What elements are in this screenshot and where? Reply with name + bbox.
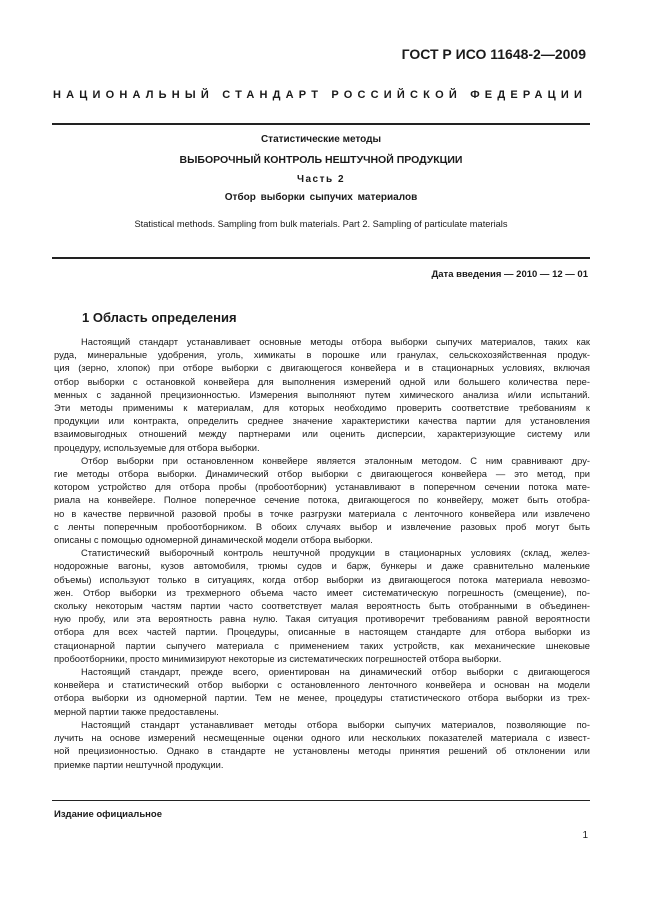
edition-label: Издание официальное — [54, 809, 162, 820]
body-line: ной прецизионностью. Однако в стандарте не установлены методы принятия решений об отклонении или — [54, 746, 590, 757]
body-line: Настоящий стандарт устанавливает методы отбора выборки сыпучих материалов, позволяющие по- — [81, 719, 590, 730]
body-line: лучить на основе измерений несмещенные оценки одного или нескольких показателей материала с извест- — [54, 733, 590, 744]
body-line: с ленты поперечным пробоотборником. В обоих случаях выбор и извлечение разовых проб могут быть — [54, 521, 590, 532]
body-line: отбор выборки с остановкой конвейера для выполнения измерений одной или большего количества пере- — [54, 376, 590, 387]
body-line: Отбор выборки при остановленном конвейере является эталонным методом. С ним сравнивают дру- — [81, 455, 590, 466]
body-line: риала на конвейере. Полное поперечное сечение потока, двигающегося по конвейеру, может быть отобра- — [54, 495, 590, 506]
top-divider — [52, 123, 590, 125]
body-line: конвейера и статистический отбор выборки с остановленного ленточного конвейера и основан на модели — [54, 680, 590, 691]
body-line: мерной партии также предоставлены. — [54, 706, 219, 717]
body-line: скольку некоторым частям партии часто соответствует малая вероятность быть отобранными в объединен- — [54, 601, 590, 612]
part-title: Отбор выборки сыпучих материалов — [224, 192, 418, 203]
body-line: но в качестве первичной разовой пробы в точке разгрузки материала с ленточного конвейера или извлечено — [54, 508, 590, 519]
body-line: ную пробу, или эта вероятность равна нулю. Такая ситуация противоречит требованиям равной вероятности — [54, 614, 590, 625]
document-code: ГОСТ Р ИСО 11648-2—2009 — [401, 46, 586, 62]
body-line: продукции или контракта, определить среднее значение характеристики качества партии для установления — [54, 416, 590, 427]
body-line: ция (зерно, хлопок) при отборе выборки с двигающегося конвейера и в стационарных условиях, включая — [54, 363, 590, 374]
page-number: 1 — [582, 830, 588, 841]
footer-divider — [52, 800, 590, 801]
body-line: жен. Отбор выборки из трехмерного объема часто имеет систематическую погрешность (смещение), по- — [54, 587, 590, 598]
body-line: Настоящий стандарт, прежде всего, ориентирован на динамический отбор выборки с двигающегося — [81, 667, 590, 678]
body-line: Настоящий стандарт устанавливает основные методы отбора выборки сыпучих материалов, таких как — [81, 337, 590, 347]
body-line: взаимовыгодных отношений между партнерами или оценить дисперсии, характеризующие систему или — [54, 429, 590, 440]
body-line: руда, минеральные удобрения, уголь, химикаты в порошке или гранулах, сельскохозяйственная продук- — [54, 350, 590, 361]
standard-subtitle: Статистические методы — [260, 134, 382, 145]
body-line: нодорожные вагоны, кузов автомобиля, трюмы судов и барж, бункеры и даже сравнительно маленькие — [54, 561, 590, 572]
body-line: менных с заданной прецизионностью. Измерения выполняют путем химического анализа и/или испытаний. — [54, 389, 590, 400]
body-line: Статистический выборочный контроль нештучной продукции в стационарных условиях (склад, желез- — [81, 548, 590, 559]
body-line: стационарной партии сыпучего материала с применением таких устройств, как механические шнековые — [54, 640, 590, 651]
part-number: Часть 2 — [296, 174, 346, 185]
section-body — [54, 336, 590, 772]
body-line: котором устройство для отбора пробы (пробоотборник) устанавливают в поперечном сечении потока мате- — [54, 482, 590, 493]
standard-title: ВЫБОРОЧНЫЙ КОНТРОЛЬ НЕШТУЧНОЙ ПРОДУКЦИИ — [179, 154, 463, 166]
title-divider — [52, 257, 590, 259]
body-line: объемы) используют только в ситуациях, когда отбор выборки из двигающегося потока материала невозмо- — [54, 574, 590, 585]
body-line: отбора для всех частей партии. Процедуры, описанные в настоящем стандарте для отбора выборки из — [54, 627, 590, 638]
body-line: гие методы отбора выборки. Динамический отбор выборки с двигающегося конвейера — это метод, при — [54, 469, 590, 480]
body-line: приемке партии нештучной продукции. — [54, 759, 224, 770]
body-line: Эти методы применимы к материалам, для которых необходимо проверить соответствие требованиям к — [54, 403, 590, 414]
body-line: описаны с помощью одномерной динамической модели отбора выборки. — [54, 535, 373, 546]
introduction-date: Дата введения — 2010 — 12 — 01 — [431, 269, 588, 280]
national-standard-heading: НАЦИОНАЛЬНЫЙ СТАНДАРТ РОССИЙСКОЙ ФЕДЕРАЦИИ — [52, 89, 588, 101]
body-line: процедуру, используемые для отбора выборки. — [54, 442, 260, 453]
section-heading: 1 Область определения — [82, 310, 237, 325]
body-line: отбора выборки из одномерной партии. Тем не менее, процедуры статистического отбора выборки из трех- — [54, 693, 590, 704]
body-line: пробоотборники, просто минимизируют некоторые из систематических погрешностей отбора выборки. — [54, 653, 502, 664]
english-title: Statistical methods. Sampling from bulk materials. Part 2. Sampling of particulate materials — [134, 219, 508, 229]
